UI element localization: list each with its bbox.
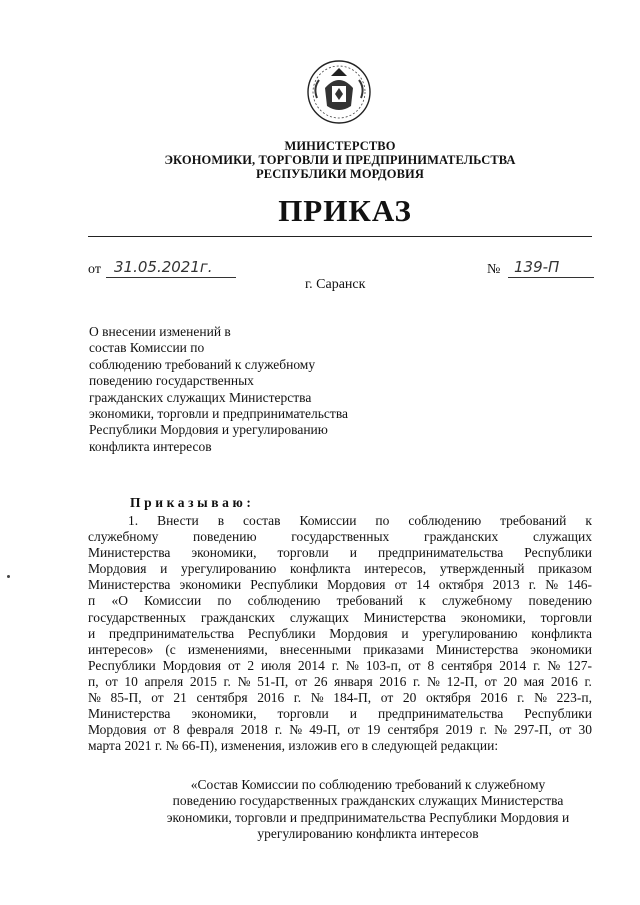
quote-line: поведению государственных гражданских служащих Министерства [172,793,564,809]
subject-line: поведению государственных [89,373,254,389]
subject-line: конфликта интересов [89,438,212,454]
body-line: служебному поведению государственных гражданских служащих [88,529,592,545]
body-line: Мордовия от 8 февраля 2018 г. № 49-П, от 19 сентября 2019 г. № 297-П, от 30 [88,722,592,738]
ministry-name-line: РЕСПУБЛИКИ МОРДОВИЯ [256,167,424,181]
subject-line: Республики Мордовия и урегулированию [89,422,328,438]
document-title: ПРИКАЗ [278,193,412,228]
quote-line: «Состав Комиссии по соблюдению требований к служебному [190,777,546,792]
date-label: от [88,262,101,277]
body-line: Министерства экономики, торговли и предпринимательства Республики [88,706,592,722]
order-heading: Приказываю: [130,495,255,510]
body-line: Министерства экономики, торговли и предпринимательства Республики [88,545,592,561]
header-divider [88,236,592,237]
date-value: 31.05.2021г. [106,257,236,278]
number-value: 139-П [508,257,594,278]
city-label: г. Саранск [305,277,366,292]
body-line: п «О Комиссии по соблюдению требований к служебному поведению [88,593,592,609]
coat-of-arms-icon [305,58,373,126]
ministry-name-line: МИНИСТЕРСТВО [284,139,396,153]
body-line: Министерства экономики Республики Мордовия от 14 октября 2013 г. № 146- [88,577,592,593]
subject-line: соблюдению требований к служебному [89,356,316,372]
body-line: Мордовия и урегулированию конфликта интересов, утвержденный приказом [88,561,592,577]
quote-line: урегулированию конфликта интересов [257,826,479,842]
body-line: и предпринимательства Республики Мордовия и урегулированию конфликта [88,625,592,641]
subject-line: экономики, торговли и предпринимательства [89,406,349,422]
body-line: п, от 10 апреля 2015 г. № 51-П, от 26 января 2016 г. № 12-П, от 20 мая 2016 г. [88,673,592,689]
margin-mark [7,575,10,578]
quote-line: экономики, торговли и предпринимательства Республики Мордовия и [166,809,570,825]
subject-line: О внесении изменений в [89,324,231,339]
body-line: 1. Внести в состав Комиссии по соблюдению требований к [128,513,592,528]
body-line: марта 2021 г. № 66-П), изменения, изложив его в следующей редакции: [88,738,499,754]
subject-line: состав Комиссии по [89,340,205,356]
document-subject [89,324,419,455]
ministry-name-line: ЭКОНОМИКИ, ТОРГОВЛИ И ПРЕДПРИНИМАТЕЛЬСТВА [164,153,516,167]
subject-line: гражданских служащих Министерства [89,389,312,405]
body-line: государственных гражданских служащих Министерства экономики, торговли [88,609,592,625]
number-label: № [487,262,501,277]
committee-composition-quote [88,777,640,843]
body-line: Республики Мордовия от 2 июля 2014 г. № 103-п, от 8 сентября 2014 г. № 127- [88,657,592,673]
order-body [88,513,592,754]
body-line: интересов» (с изменениями, внесенными приказами Министерства экономики [88,641,592,657]
body-line: № 85-П, от 21 сентября 2016 г. № 184-П, от 20 октября 2016 г. № 223-п, [88,690,592,706]
